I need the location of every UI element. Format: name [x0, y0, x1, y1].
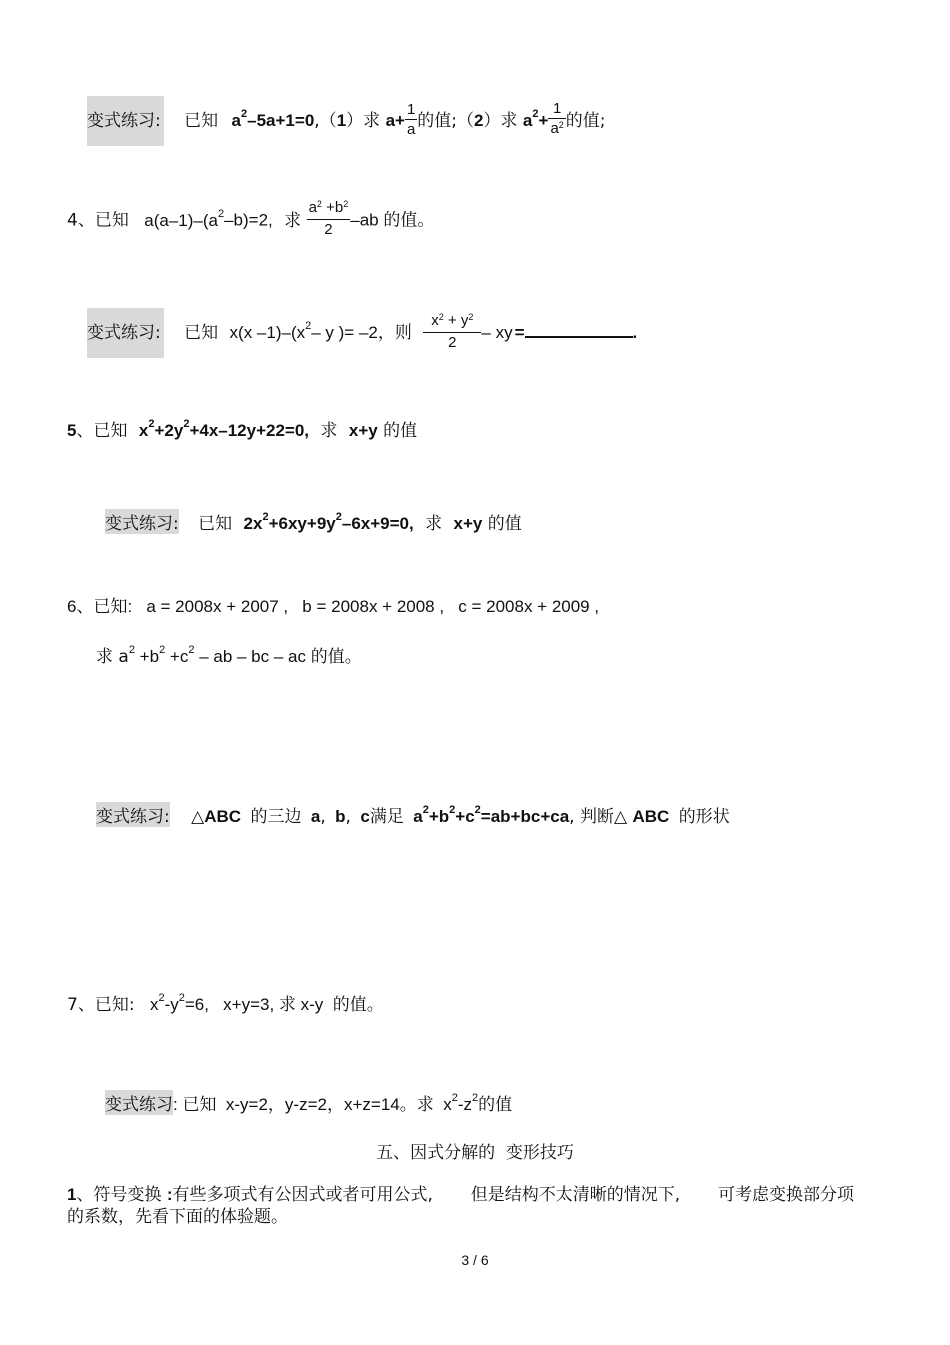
variant-label: 变式练习	[105, 1090, 173, 1115]
variant-label: 变式练习:	[105, 509, 179, 534]
section-1-line-1: 1、符号变换 :有些多项式有公因式或者可用公式, 但是结构不太清晰的情况下, 可考虑变换部分项	[67, 1185, 855, 1205]
variant-label: 变式练习:	[87, 323, 161, 343]
problem-6-line-1: 6、已知: a = 2008x + 2007 , b = 2008x + 2008 , c = 2008x + 2009 ,	[67, 597, 600, 616]
problem-7: 7、已知: $x^2-y^2=6$, x+y=3, 求 x-y 的值。	[67, 992, 384, 1015]
fraction-1-over-a2: $\frac{1}{a^2}$	[550, 99, 564, 137]
variant-label: 变式练习:	[96, 802, 170, 827]
variant-label: 变式练习:	[87, 111, 161, 131]
problem-5: 5、已知 $x^2+2y^2+4x-12y+22=0$, 求 x+y 的值	[67, 418, 418, 441]
fraction-x2-plus-y2-over-2: $\frac{x^2 + y^2}{2}$	[423, 311, 481, 352]
variant-exercise-3: 变式练习: 已知 $2x^2+6xy+9y^2-6x+9=0$, 求 x+y 的值	[105, 511, 522, 534]
problem-4: 4、已知 $a(a-1)-(a^2-b)=2$, 求 $\frac{a^2 +b^2}{2}$ –ab 的值。	[67, 199, 435, 238]
variant-exercise-1: 变式练习: 已知 $a^2-5a+1=0,(1)$求 a+ $\frac{1}{a}$ 的值;（2）求 $a^2+$ $\frac{1}{a^2}$ 的值;	[87, 99, 606, 138]
fraction-a2-plus-b2-over-2: $\frac{a^2 +b^2}{2}$	[308, 199, 349, 238]
answer-blank	[525, 322, 633, 338]
variant-exercise-5: 变式练习: 已知 x-y=2，y-z=2，x+z=14。求 $x^2-z^2$的值	[105, 1092, 513, 1115]
section-1-line-2: 的系数，先看下面的体验题。	[67, 1207, 288, 1227]
section-title: 五、因式分解的 变形技巧	[376, 1143, 574, 1163]
problem-6-line-2: 求 $a^2 +b^2 +c^2$ – ab – bc – ac 的值。	[96, 644, 362, 667]
page-number: 3 / 6	[461, 1252, 489, 1268]
fraction-1-over-a: $\frac{1}{a}$	[406, 100, 416, 138]
variant-exercise-4: 变式练习: △ABC 的三边 a, b, c满足 $a^2+b^2+c^2=ab+bc+ca$, 判断△ ABC 的形状	[96, 804, 730, 827]
variant-exercise-2: 变式练习: 已知 x(x $-1)-(x^2-$ y )= –2，则 $\frac{x^2 + y^2}{2}$ – xy = .	[87, 311, 638, 351]
